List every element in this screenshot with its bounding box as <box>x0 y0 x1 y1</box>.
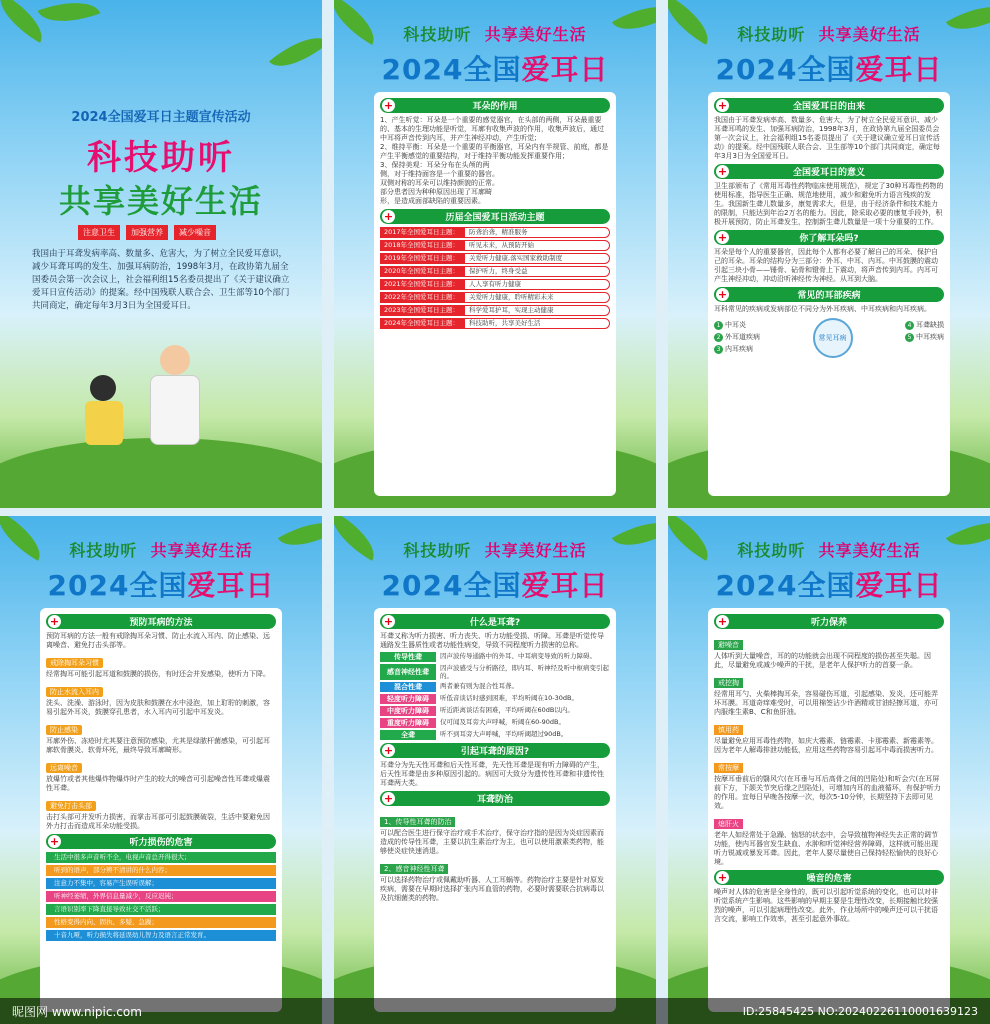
subheading: 常按摩 <box>714 763 743 773</box>
paragraph: 卫生部颁布了《常用耳毒性药物临床使用规范》，规定了30种耳毒性药物的使用标准，指导医生正确、规范地使用，减少和避免听力语言残疾的发生。我国新生聋儿数量多，康复需求大，但是，由于经济条件和技术能力的限制，只能达到年治2万名的能力。因此，除采取必要的康复手段外，积极开展预防，防止耳聋发生，控制新生聋儿数量是一项十分重要的工作。 <box>714 182 944 226</box>
type-row: 混合性聋 两者兼有则为混合性耳聋。 <box>380 682 610 692</box>
poster-hearing-care <box>668 516 990 1024</box>
paragraph: 击打头部可并发听力损害，而掌击耳部可引起鼓膜破裂，生活中要避免因外力打击而造成耳朵功能受损。 <box>46 813 270 830</box>
section-header: + 什么是耳聋? <box>380 614 610 629</box>
subheading: 戒除掏耳朵习惯 <box>46 658 103 668</box>
harm-bar: 听神经萎缩，外界信息量减少，反应迟钝； <box>46 891 276 902</box>
paragraph: 可以选择药物治疗或佩戴助听器、人工耳蜗等。药物治疗主要是针对原发疾病，需要在早期时选择扩张内耳血管的药物，必要时需要联合抗病毒以及抗细菌类的药物。 <box>380 876 604 902</box>
paragraph: 耳朵是每个人的重要器官，因此每个人都有必要了解自己的耳朵、保护自己的耳朵。耳朵的结构分为三部分：外耳、中耳、内耳。中耳鼓膜的震动引起三块小骨——锤骨、砧骨和镫骨上下震动，将声音传到内耳。内耳可产生神经冲动，冲动沿听神经传为神经。从耳到大脑。 <box>714 248 938 283</box>
poster-cover <box>0 0 322 508</box>
paragraph: 可以配合医生进行保守治疗或手术治疗，保守治疗指的是因为炎症因素而造成的传导性耳聋，主要以抗生素治疗为主，也可以使用激素类药物，能够使炎症快速消退。 <box>380 829 604 855</box>
cover-body: 我国由于耳聋发病率高、数量多、危害大，为了树立全民爱耳意识，减少耳聋耳鸣的发生、加强耳病防治，1998年3月，在政协第九届全国委员会第一次会议上，社会福利组15名委员提出了《关于建议确立爱耳日宣传活动》的提案。经中国残联人联合会、卫生部等10个部门共同商定，确定每年3月3日为全国爱耳日。 <box>32 249 290 311</box>
paragraph: 老年人如经常处于急躁、恼怒的状态中，会导致植物神经失去正常的调节功能，使内耳器官发生缺血、水肿和听觉神经营养障碍，这样就可能出现听力锐减或暴发耳聋。因此，老年人要尽量使自己保持轻松愉快的良好心境。 <box>714 831 938 866</box>
big-title: 2024全国爱耳日 <box>47 569 275 602</box>
harm-bar: 十音九哑，听力损失将延误幼儿智力及语言正常发育。 <box>46 930 276 941</box>
theme-row: 2018年全国爱耳日主题： 听见未来，从预防开始 <box>380 240 610 251</box>
theme-row: 2020年全国爱耳日主题： 保护听力，终身受益 <box>380 266 610 277</box>
paragraph: 经常掏耳可能引起耳道和鼓膜的损伤，有时还会并发感染，使听力下降。 <box>46 670 270 678</box>
section-header: + 引起耳聋的原因? <box>380 743 610 758</box>
theme-row: 2023年全国爱耳日主题： 科学爱耳护耳，实现主动健康 <box>380 305 610 316</box>
subheading: 2、感音神经性耳聋 <box>380 864 448 874</box>
watermark-right: ID:25845425 NO:20240226110001639123 <box>742 1004 978 1018</box>
section-header: + 耳朵的作用 <box>380 98 610 113</box>
content-card <box>40 608 282 1012</box>
theme-row: 2024年全国爱耳日主题： 科技助听，共享美好生活 <box>380 318 610 329</box>
theme-row: 2019年全国爱耳日主题： 关爱听力健康,落实国家救助制度 <box>380 253 610 264</box>
theme-row: 2021年全国爱耳日主题： 人人享有听力健康 <box>380 279 610 290</box>
watermark-footer <box>0 998 990 1024</box>
subheading: 防止感染 <box>46 725 82 735</box>
slogan: 科技助听 共享美好生活 <box>737 541 921 560</box>
paragraph: 预防耳病的方法一般有戒除掏耳朵习惯、防止水流入耳内、防止感染、远离噪音、避免打击头部等。 <box>46 632 270 649</box>
section-header: + 听力保养 <box>714 614 944 629</box>
disease-diagram: 1 中耳炎 2 外耳道疾病 3 内耳疾病 常见耳病 4 耳聋缺损 5 中耳疾病 <box>714 318 944 358</box>
harm-bar: 听到的语声，部分辨不清讲的什么内容； <box>46 865 276 876</box>
section-header: + 常见的耳部疾病 <box>714 287 944 302</box>
pill: 注意卫生 <box>78 225 120 240</box>
subheading: 戒挖掏 <box>714 678 743 688</box>
paragraph: 耳聋分为先天性耳聋和后天性耳聋，先天性耳聋是现有听力障碍的产生，后天性耳聋是由多种原因引起的。病因可大致分为遗传性耳聋和非遗传性耳聋两大类。 <box>380 761 604 787</box>
harm-bar: 注意力不集中，容易产生误听误解； <box>46 878 276 889</box>
paragraph: 我国由于耳聋发病率高、数量多、危害大，为了树立全民爱耳意识、减少耳聋耳鸣的发生、加强耳病防治，1998年3月，在政协第九届全国委员会第一次会议上，社会福利组15名委员提出了《关于建议确立爱耳日宣传活动》的提案。经中国残联人联合会、卫生部等10个部门共同商定，确定每年3月3日为全国爱耳日。 <box>714 116 940 160</box>
subheading: 避噪音 <box>714 640 743 650</box>
paragraph: 耳聋又称为听力损害、听力丧失、听力功能受损、听障。耳聋是听觉传导通路发生器质性或者功能性病变，导致不同程度听力损害的总称。 <box>380 632 604 649</box>
big-title: 2024全国爱耳日 <box>715 53 943 86</box>
leaf-decoration <box>38 0 101 33</box>
content-card <box>374 608 616 1012</box>
subheading: 避免打击头部 <box>46 801 96 811</box>
type-row: 全聋 听不到耳旁大声呼喊，平均听阈超过90dB。 <box>380 730 610 740</box>
big-title: 2024全国爱耳日 <box>381 53 609 86</box>
small-title: 2024全国爱耳日主题宣传活动 <box>71 110 251 125</box>
pill: 加强营养 <box>126 225 168 240</box>
subheading: 1、传导性耳聋的防治 <box>380 817 455 827</box>
paragraph: 人体听到大量噪音，耳的的功能就会出现不同程度的损伤甚至失聪。因此，尽量避免或减少噪声的干扰，是老年人保护听力的首要一条。 <box>714 652 931 669</box>
cover-line1: 科技助听 <box>87 138 235 178</box>
poster-deafness <box>334 516 656 1024</box>
paragraph: 经常用耳勺、火柴棒掏耳朵，容易碰伤耳道，引起感染、发炎，还可能弄坏耳膜。耳道奇痒难受时，可以用棉签沾少许酒精或甘油轻擦耳道，亦可内服维生素B、C和鱼肝油。 <box>714 690 938 716</box>
slogan: 科技助听 共享美好生活 <box>69 541 253 560</box>
content-card <box>708 608 950 1012</box>
paragraph: 放爆竹或者其他爆炸物爆炸时产生的较大的噪音可引起噪音性耳聋或爆震性耳聋。 <box>46 775 270 792</box>
pill: 减少噪音 <box>174 225 216 240</box>
type-row: 重度听力障碍 仅可闻及耳旁大声呼喊，听阈在60-90dB。 <box>380 718 610 728</box>
slogan: 科技助听 共享美好生活 <box>737 25 921 44</box>
paragraph: 3、保持美观：耳朵分布在头颅的两侧，对于维持面容是一个重要的器官。双侧对称的耳朵可以维持颜貌的正常。部分患者因为种种原因出现了耳廓畸形，是造成面部缺陷的重要因素。 <box>380 161 499 205</box>
section-header: + 全国爱耳日的由来 <box>714 98 944 113</box>
section-header: + 听力损伤的危害 <box>46 834 276 849</box>
poster-prevention <box>0 516 322 1024</box>
section-header: + 噪音的危害 <box>714 870 944 885</box>
type-row: 感音神经性聋 因声波感受与分析路径，即内耳、听神经及听中枢病变引起的。 <box>380 664 610 680</box>
type-row: 传导性聋 因声波传导通路中的外耳、中耳病变导致的听力障碍。 <box>380 652 610 662</box>
slogan: 科技助听 共享美好生活 <box>403 25 587 44</box>
subheading: 熄肝火 <box>714 819 743 829</box>
type-row: 中度听力障碍 听近距离谈话有困难，平均听阈在60dB以内。 <box>380 706 610 716</box>
leaf-decoration <box>269 24 322 80</box>
disease-center: 常见耳病 <box>813 318 853 358</box>
paragraph: 2、维持平衡：耳朵是一个重要的平衡器官，耳朵内有半规管、前庭，都是产生平衡感觉的重要结构，对于维持平衡功能发挥重要作用； <box>380 143 609 160</box>
big-title: 2024全国爱耳日 <box>381 569 609 602</box>
paragraph: 洗头、洗澡、游泳时，因为皮肤和鼓膜在水中浸泡，加上耵聍的刺激，容易引起外耳炎，鼓膜穿孔患者，水入耳内可引起中耳发炎。 <box>46 699 270 716</box>
cover-line2: 共享美好生活 <box>58 182 263 220</box>
paragraph: 耳科常见的疾病或发病部位不同分为外耳疾病、中耳疾病和内耳疾病。 <box>714 305 931 313</box>
leaf-decoration <box>0 0 52 43</box>
paragraph: 噪声对人体的危害是全身性的，既可以引起听觉系统的变化，也可以对非听觉系统产生影响。这些影响的早期主要是生理性改变，长期接触比较强烈的噪声，可以引起病理性改变。此外，作业场所中的噪声还可以干扰语言交流，影响工作效率，甚至引起意外事故。 <box>714 888 938 923</box>
section-header: + 预防耳病的方法 <box>46 614 276 629</box>
big-title: 2024全国爱耳日 <box>715 569 943 602</box>
poster-ear-function <box>334 0 656 508</box>
section-header: + 历届全国爱耳日活动主题 <box>380 209 610 224</box>
content-card <box>374 92 616 496</box>
section-header: + 你了解耳朵吗? <box>714 230 944 245</box>
paragraph: 1、产生听觉：耳朵是一个重要的感觉器官，在头部的两侧，耳朵最重要的、基本的生理功能是听觉，耳廓有收集声波的作用，收集声波后，通过中耳将声音传到内耳，并产生神经冲动，产生听觉； <box>380 116 604 142</box>
theme-row: 2022年全国爱耳日主题： 关爱听力健康，聆听精彩未来 <box>380 292 610 303</box>
harm-bar: 性格变得内向、固执、多疑、急躁； <box>46 917 276 928</box>
paragraph: 尽量避免应用耳毒性药物，如庆大霉素、链霉素、卡那霉素、新霉素等。因为老年人解毒排泄功能低，应用这些药物容易引起耳中毒而损害听力。 <box>714 737 938 754</box>
subheading: 防止水流入耳内 <box>46 687 103 697</box>
section-header: + 全国爱耳日的意义 <box>714 164 944 179</box>
theme-row: 2017年全国爱耳日主题： 防聋治聋，精准服务 <box>380 227 610 238</box>
subheading: 远离噪音 <box>46 763 82 773</box>
paragraph: 按摩耳垂前后的翳风穴(在耳垂与耳后高骨之间的凹陷处)和听会穴(在耳屏前下方，下颌关节突后缘之凹陷处)，可增加内耳的血液循环，有保护听力的作用。宜每日早晚各按摩一次，每次5-10分钟，长期坚持下去即可见效。 <box>714 775 941 810</box>
slogan: 科技助听 共享美好生活 <box>403 541 587 560</box>
harm-bar: 言语识别率下降直接导致社交不活跃； <box>46 904 276 915</box>
content-card <box>708 92 950 496</box>
subheading: 慎用药 <box>714 725 743 735</box>
watermark-left: 昵图网 www.nipic.com <box>12 1004 142 1019</box>
poster-origin <box>668 0 990 508</box>
section-header: + 耳聋防治 <box>380 791 610 806</box>
doctor-illustration <box>80 345 230 465</box>
harm-bar: 生活中很多声音听不全，电视声音总开得很大； <box>46 852 276 863</box>
pill-row <box>78 225 216 240</box>
type-row: 轻度听力障碍 听低音谈话时感到困难，平均听阈在10-30dB。 <box>380 694 610 704</box>
paragraph: 耳廓外伤、冻疮时尤其要注意预防感染，尤其是绿脓杆菌感染，可引起耳廓软骨膜炎、软骨坏死，最终导致耳廓畸形。 <box>46 737 270 754</box>
